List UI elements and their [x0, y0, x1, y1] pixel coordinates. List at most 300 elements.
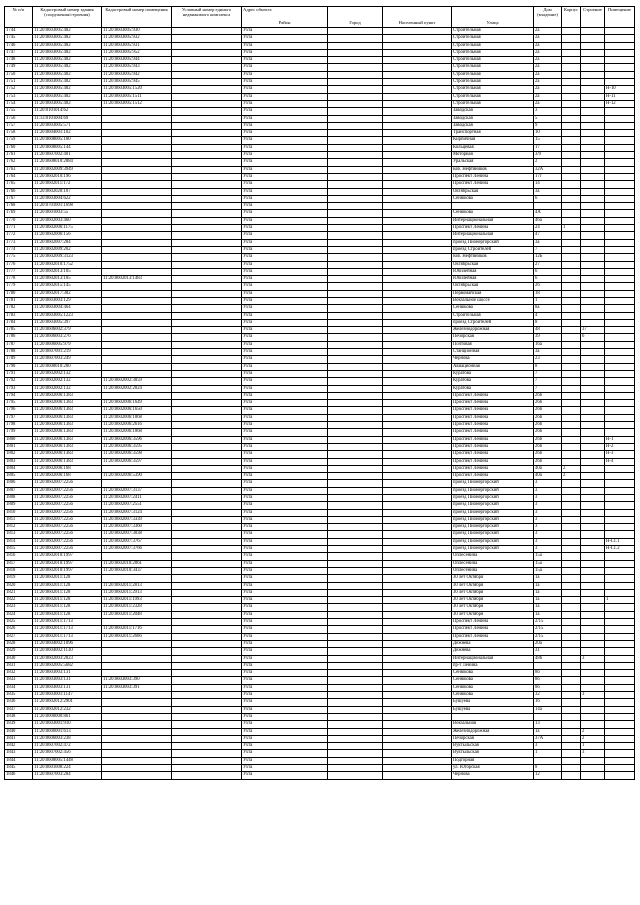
korpus-cell [562, 195, 581, 202]
street-cell: Печорская [452, 735, 534, 742]
cad-room-cell: 11:20:0602013:1483 [102, 276, 172, 283]
district-cell: Ухта [242, 772, 328, 779]
street-cell: Строительная [452, 42, 534, 49]
district-cell: Ухта [242, 144, 328, 151]
row-no-cell: 1788 [5, 349, 33, 356]
cad-room-cell: 11:20:0602011:2048 [102, 611, 172, 618]
district-cell: Ухта [242, 276, 328, 283]
table-row [5, 706, 635, 713]
city-cell [328, 757, 383, 764]
cad-room-cell [102, 203, 172, 210]
row-no-cell: 1815 [5, 546, 33, 553]
settlement-cell [383, 772, 452, 779]
city-cell [328, 246, 383, 253]
street-cell: Сенюкова [452, 692, 534, 699]
cond-no-cell [172, 538, 242, 545]
house-cell: 14 [534, 181, 562, 188]
district-cell: Ухта [242, 407, 328, 414]
city-cell [328, 611, 383, 618]
row-no-cell: 1812 [5, 524, 33, 531]
house-cell: 1а [534, 604, 562, 611]
stroenie-cell [581, 64, 605, 71]
cad-building-cell: 11:20:0602002:132 [33, 370, 102, 377]
korpus-cell [562, 429, 581, 436]
row-no-cell: 1746 [5, 42, 33, 49]
korpus-cell [562, 319, 581, 326]
cond-no-cell [172, 122, 242, 129]
row-no-cell: 1763 [5, 166, 33, 173]
street-cell: 30 лет Октября [452, 575, 534, 582]
district-cell: Ухта [242, 764, 328, 771]
korpus-cell [562, 363, 581, 370]
city-cell [328, 232, 383, 239]
korpus-cell [562, 495, 581, 502]
cad-building-cell: 11:20:0602015:145 [33, 283, 102, 290]
city-cell [328, 575, 383, 582]
cad-room-cell [102, 115, 172, 122]
district-cell: Ухта [242, 713, 328, 720]
table-row [5, 79, 635, 86]
cond-no-cell [172, 195, 242, 202]
street-cell: Кирпичная [452, 137, 534, 144]
korpus-cell [562, 400, 581, 407]
city-cell [328, 560, 383, 567]
street-cell: 30 лет Октября [452, 589, 534, 596]
stroenie-cell [581, 589, 605, 596]
district-cell: Ухта [242, 619, 328, 626]
district-cell: Ухта [242, 436, 328, 443]
house-cell: 23 [534, 356, 562, 363]
row-no-cell: 1806 [5, 480, 33, 487]
city-cell [328, 283, 383, 290]
settlement-cell [383, 195, 452, 202]
pomeshenie-cell [605, 42, 635, 49]
district-cell: Ухта [242, 502, 328, 509]
house-cell: 2а [534, 100, 562, 107]
stroenie-cell [581, 210, 605, 217]
city-cell [328, 392, 383, 399]
district-cell: Ухта [242, 443, 328, 450]
header-settlement [383, 7, 452, 28]
city-cell [328, 407, 383, 414]
street-cell: Железнодорожная [452, 327, 534, 334]
korpus-cell [562, 100, 581, 107]
house-cell: 3 [534, 743, 562, 750]
pomeshenie-cell [605, 655, 635, 662]
table-row [5, 312, 635, 319]
cad-room-cell [102, 713, 172, 720]
stroenie-cell [581, 261, 605, 268]
house-cell: 40а [534, 473, 562, 480]
cond-no-cell [172, 648, 242, 655]
cad-building-cell: 11:20:0606003:238 [33, 735, 102, 742]
house-cell: 2а [534, 93, 562, 100]
city-cell [328, 546, 383, 553]
pomeshenie-cell [605, 268, 635, 275]
stroenie-cell [581, 662, 605, 669]
cad-room-cell [102, 334, 172, 341]
district-cell: Ухта [242, 699, 328, 706]
cad-building-cell: 11:20:0602011:1713 [33, 626, 102, 633]
table-row [5, 225, 635, 232]
row-no-cell: 1772 [5, 232, 33, 239]
row-no-cell: 1766 [5, 188, 33, 195]
cad-building-cell: 11:20:0603005:482 [33, 79, 102, 86]
house-cell: 8б [534, 670, 562, 677]
korpus-cell [562, 524, 581, 531]
cad-building-cell: 11:20:0602012:232 [33, 706, 102, 713]
city-cell [328, 166, 383, 173]
settlement-cell [383, 743, 452, 750]
street-cell: Сенюкова [452, 677, 534, 684]
settlement-cell [383, 210, 452, 217]
row-no-cell: 1783 [5, 312, 33, 319]
korpus-cell: 2 [562, 465, 581, 472]
stroenie-cell [581, 305, 605, 312]
pomeshenie-cell: Н-2 [605, 443, 635, 450]
district-cell: Ухта [242, 728, 328, 735]
row-no-cell: 1789 [5, 356, 33, 363]
header-address: Адрес объекта [243, 7, 272, 12]
cond-no-cell [172, 509, 242, 516]
settlement-cell [383, 305, 452, 312]
house-cell: 26б [534, 429, 562, 436]
pomeshenie-cell [605, 480, 635, 487]
cad-building-cell: 11:20:0602006:1383 [33, 429, 102, 436]
table-row [5, 553, 635, 560]
table-row [5, 633, 635, 640]
pomeshenie-cell [605, 122, 635, 129]
cad-room-cell: 11:20:0603003:391 [102, 684, 172, 691]
city-cell [328, 743, 383, 750]
cad-room-cell: 11:20:0602007:3137 [102, 487, 172, 494]
settlement-cell [383, 370, 452, 377]
row-no-cell: 1845 [5, 764, 33, 771]
street-cell: Проспект Ленина [452, 619, 534, 626]
street-cell: Строительная [452, 35, 534, 42]
row-no-cell: 1818 [5, 567, 33, 574]
cad-room-cell: 11:20:0603005:1511 [102, 93, 172, 100]
cad-room-cell [102, 246, 172, 253]
pomeshenie-cell: Н-I.1.1 [605, 538, 635, 545]
stroenie-cell [581, 283, 605, 290]
street-cell: Строительная [452, 79, 534, 86]
pomeshenie-cell [605, 363, 635, 370]
settlement-cell [383, 57, 452, 64]
city-cell [328, 662, 383, 669]
house-cell: 2а [534, 35, 562, 42]
house-cell [534, 662, 562, 669]
cad-building-cell: 11:20:0608010:200 [33, 363, 102, 370]
korpus-cell [562, 79, 581, 86]
cad-building-cell: 11:20:0603005:482 [33, 57, 102, 64]
korpus-cell [562, 349, 581, 356]
table-row [5, 203, 635, 210]
pomeshenie-cell [605, 246, 635, 253]
house-cell: 26б [534, 458, 562, 465]
settlement-cell [383, 130, 452, 137]
district-cell: Ухта [242, 64, 328, 71]
street-cell: Строительная [452, 49, 534, 56]
city-cell [328, 356, 383, 363]
table-row [5, 297, 635, 304]
cond-no-cell [172, 276, 242, 283]
house-cell: 2а [534, 64, 562, 71]
korpus-cell [562, 334, 581, 341]
table-row [5, 400, 635, 407]
cad-room-cell [102, 699, 172, 706]
street-cell: Строительная [452, 100, 534, 107]
stroenie-cell [581, 79, 605, 86]
table-row [5, 28, 635, 35]
korpus-cell [562, 414, 581, 421]
street-cell: 30 лет Октября [452, 582, 534, 589]
district-cell: Ухта [242, 546, 328, 553]
city-cell [328, 473, 383, 480]
settlement-cell [383, 71, 452, 78]
korpus-cell: 2 [562, 473, 581, 480]
district-cell: Ухта [242, 254, 328, 261]
cond-no-cell [172, 385, 242, 392]
row-no-cell: 1793 [5, 385, 33, 392]
settlement-cell [383, 458, 452, 465]
header-street [452, 7, 534, 28]
row-no-cell: 1779 [5, 283, 33, 290]
house-cell: 6 [534, 276, 562, 283]
header-city [328, 7, 383, 28]
settlement-cell [383, 152, 452, 159]
district-cell: Ухта [242, 626, 328, 633]
pomeshenie-cell [605, 502, 635, 509]
city-cell [328, 225, 383, 232]
row-no-cell: 1749 [5, 64, 33, 71]
cond-no-cell [172, 261, 242, 268]
district-cell: Ухта [242, 203, 328, 210]
cond-no-cell [172, 524, 242, 531]
city-cell [328, 210, 383, 217]
house-cell: 40а [534, 465, 562, 472]
house-cell: 26б [534, 422, 562, 429]
house-cell: 26б [534, 400, 562, 407]
settlement-cell [383, 604, 452, 611]
house-cell: 26б [534, 443, 562, 450]
house-cell: 8б [534, 677, 562, 684]
cad-room-cell: 11:20:0602006:3597 [102, 458, 172, 465]
cad-room-cell [102, 210, 172, 217]
korpus-cell [562, 108, 581, 115]
cad-room-cell [102, 662, 172, 669]
cad-room-cell: 11:20:0602006:3596 [102, 436, 172, 443]
table-row [5, 473, 635, 480]
cad-room-cell [102, 319, 172, 326]
korpus-cell [562, 181, 581, 188]
korpus-cell [562, 757, 581, 764]
header-stroenie: Строение [581, 7, 605, 28]
table-row [5, 122, 635, 129]
cond-no-cell [172, 246, 242, 253]
house-cell: 16а [534, 341, 562, 348]
city-cell [328, 334, 383, 341]
street-cell: 30 лет Октября [452, 597, 534, 604]
cad-room-cell: 11:20:0602011:1993 [102, 597, 172, 604]
stroenie-cell [581, 487, 605, 494]
street-cell: проезд Строителей [452, 246, 534, 253]
cad-building-cell: 11:20:0602003:460 [33, 217, 102, 224]
district-cell: Ухта [242, 480, 328, 487]
district-cell: Ухта [242, 414, 328, 421]
cond-no-cell [172, 640, 242, 647]
pomeshenie-cell: Н-11 [605, 93, 635, 100]
korpus-cell [562, 604, 581, 611]
header-no: № п/п [5, 7, 33, 28]
city-cell [328, 553, 383, 560]
row-no-cell: 1791 [5, 370, 33, 377]
table-row [5, 86, 635, 93]
pomeshenie-cell [605, 195, 635, 202]
korpus-cell [562, 619, 581, 626]
house-cell: 27 [534, 261, 562, 268]
korpus-cell [562, 239, 581, 246]
settlement-cell [383, 619, 452, 626]
settlement-cell [383, 531, 452, 538]
settlement-cell [383, 144, 452, 151]
pomeshenie-cell [605, 626, 635, 633]
district-cell: Ухта [242, 575, 328, 582]
settlement-cell [383, 509, 452, 516]
house-cell: 48 [534, 327, 562, 334]
korpus-cell [562, 640, 581, 647]
table-row [5, 640, 635, 647]
stroenie-cell [581, 130, 605, 137]
row-no-cell: 1751 [5, 79, 33, 86]
city-cell [328, 122, 383, 129]
cad-building-cell: 11:20:0601008:224 [33, 764, 102, 771]
pomeshenie-cell [605, 684, 635, 691]
cond-no-cell [172, 582, 242, 589]
district-cell: Ухта [242, 283, 328, 290]
korpus-cell [562, 356, 581, 363]
stroenie-cell [581, 648, 605, 655]
table-row [5, 560, 635, 567]
row-no-cell: 1831 [5, 662, 33, 669]
row-no-cell: 1844 [5, 757, 33, 764]
header-pomeshenie: Помещение [605, 7, 635, 28]
street-cell: Проспект Ленина [452, 473, 534, 480]
cond-no-cell [172, 655, 242, 662]
row-no-cell: 1753 [5, 93, 33, 100]
house-cell: 32А [534, 166, 562, 173]
house-cell: 12 [534, 772, 562, 779]
table-row [5, 567, 635, 574]
table-row [5, 670, 635, 677]
korpus-cell [562, 93, 581, 100]
cad-room-cell [102, 553, 172, 560]
city-cell [328, 735, 383, 742]
cad-room-cell: 11:20:0603005:932 [102, 35, 172, 42]
street-cell: Сенюкова [452, 195, 534, 202]
district-cell: Ухта [242, 181, 328, 188]
cond-no-cell [172, 589, 242, 596]
settlement-cell [383, 363, 452, 370]
street-cell: Печорская [452, 334, 534, 341]
stroenie-cell: 6 [581, 334, 605, 341]
city-cell [328, 524, 383, 531]
settlement-cell [383, 93, 452, 100]
cad-building-cell: 11:20:0604002:1130 [33, 648, 102, 655]
house-cell: 3 [534, 108, 562, 115]
city-cell [328, 480, 383, 487]
district-cell: Ухта [242, 757, 328, 764]
city-cell [328, 487, 383, 494]
table-row [5, 195, 635, 202]
row-no-cell: 1748 [5, 57, 33, 64]
table-row [5, 692, 635, 699]
cad-building-cell: 11:20:0603001:1147 [33, 692, 102, 699]
city-cell [328, 195, 383, 202]
cad-room-cell [102, 188, 172, 195]
cad-room-cell [102, 370, 172, 377]
cad-room-cell [102, 195, 172, 202]
settlement-cell [383, 203, 452, 210]
street-cell: Интернациональная [452, 232, 534, 239]
row-no-cell: 1785 [5, 327, 33, 334]
city-cell [328, 589, 383, 596]
table-row [5, 378, 635, 385]
street-cell: Сенюкова [452, 305, 534, 312]
cad-room-cell [102, 721, 172, 728]
cad-room-cell [102, 122, 172, 129]
pomeshenie-cell [605, 173, 635, 180]
cad-building-cell: 11:20:0101014:62 [33, 108, 102, 115]
table-row [5, 49, 635, 56]
settlement-cell [383, 706, 452, 713]
settlement-cell [383, 567, 452, 574]
korpus-cell [562, 648, 581, 655]
table-row [5, 451, 635, 458]
stroenie-cell [581, 122, 605, 129]
house-cell: 17г [534, 173, 562, 180]
korpus-cell [562, 560, 581, 567]
cad-building-cell: 11:20:0602006:1383 [33, 436, 102, 443]
city-cell [328, 764, 383, 771]
pomeshenie-cell [605, 757, 635, 764]
house-cell: 1 [534, 297, 562, 304]
cad-room-cell [102, 254, 172, 261]
street-cell: Проспект Ленина [452, 465, 534, 472]
street-cell: Сенюкова [452, 210, 534, 217]
row-no-cell: 1786 [5, 334, 33, 341]
table-row [5, 458, 635, 465]
table-body [5, 28, 635, 780]
stroenie-cell [581, 42, 605, 49]
stroenie-cell [581, 276, 605, 283]
cond-no-cell [172, 611, 242, 618]
cad-room-cell: 11:20:0602007:3038 [102, 531, 172, 538]
korpus-cell [562, 327, 581, 334]
settlement-cell [383, 757, 452, 764]
pomeshenie-cell [605, 378, 635, 385]
district-cell: Ухта [242, 648, 328, 655]
stroenie-cell [581, 268, 605, 275]
pomeshenie-cell [605, 429, 635, 436]
table-row [5, 502, 635, 509]
table-row [5, 516, 635, 523]
district-cell: Ухта [242, 122, 328, 129]
settlement-cell [383, 735, 452, 742]
cad-building-cell: 11:20:0602011:128 [33, 597, 102, 604]
cad-room-cell [102, 305, 172, 312]
cad-building-cell: 11:20:0606005:979 [33, 341, 102, 348]
